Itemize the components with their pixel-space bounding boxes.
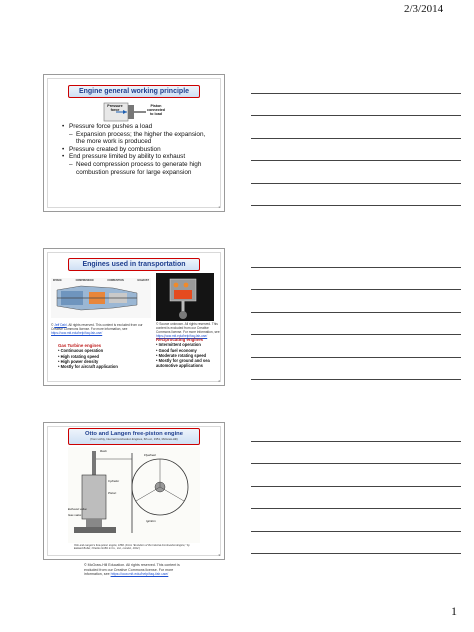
stage-label: COMBUSTION [107,279,124,282]
engine-label: Ignition [146,519,156,523]
item-text: Intermittent operation [158,342,201,348]
left-image-credit [51,323,153,335]
jet-engine-image [51,278,151,318]
note-line [251,160,461,161]
note-line [251,334,461,335]
note-line [251,205,461,206]
note-line [251,115,461,116]
note-line [251,93,461,94]
note-line [251,553,461,554]
engine-label: Exhaust valve [68,507,87,511]
stage-label: INTAKE [53,279,62,282]
fair-use-link[interactable]: https://ocw.mit.edu/help/faq-fair-use/ [110,572,169,577]
slide-2-title: Engines used in transportation [68,258,200,271]
gas-turbine-item: • High power density [58,358,99,364]
slide-3-subtitle: (from Lichty, Internal Combustion Engines, 6th ed., 1951, McGraw-Hill) [90,437,178,442]
slide-3-number: 3 [218,553,220,557]
item-text: High rotating speed [60,353,100,359]
engine-label: Cylinder [108,479,120,483]
reciprocating-heading: Reciprocating engines [156,337,204,342]
stage-label: EXHAUST [137,279,149,282]
engine-drawing [68,447,200,543]
slide-1 [43,74,225,212]
item-text: Good fuel economy [158,347,197,353]
credit-text: © Source unknown. All rights reserved. This content is excluded from our Creative Commons license. For more information, see [156,322,220,334]
credit-text: . All rights reserved. This content is excluded from our Creative Commons license. For more information, see [51,323,143,331]
turbine-stage-labels [53,279,149,282]
piston-diagram [102,102,164,122]
item-text: Moderate rotating speed [158,352,207,358]
reciprocating-item: • Mostly for ground and sea automotive applications [156,358,210,369]
note-line [251,267,461,268]
stage-label: COMPRESSION [75,279,94,282]
reciprocating-item: • Intermittent operation [156,342,201,348]
engine-label: Piston [108,491,117,495]
note-line [251,486,461,487]
page-date: 2/3/2014 [404,3,444,15]
figure-caption: Otto and Langen's free-piston engine, 1866. (From "Evolution of the Internal-Combustion Engine," by Edward Butler, Charles Griffin & Co., Ltd., London, 1912.) [74,544,190,551]
note-line [251,138,461,139]
page-number: 1 [451,604,457,618]
sub-bullet-item: – Expansion process; the higher the expansion, the more work is produced [62,131,212,146]
note-line [251,531,461,532]
note-line [251,312,461,313]
piston-load-label: Piston connected to load [147,104,165,116]
pressure-force-label: Pressure force [107,104,123,112]
bullet-item: • Pressure created by combustion [62,146,212,154]
item-text: Continuous operation [60,348,104,354]
note-line [251,379,461,380]
note-line [251,357,461,358]
credit-author-link[interactable]: Jeff Dahl [54,323,67,327]
engine-label: Gas valve [68,513,82,517]
jet-engine-diagram [51,278,151,318]
sub-bullet-item: – Need compression process to generate high combustion pressure for large expansion [62,161,212,176]
gas-turbine-heading: Gas Turbine engines [58,343,102,348]
slide-2 [43,248,225,386]
slide-3-title: Otto and Langen free-piston engine [85,431,183,438]
note-line [251,463,461,464]
note-line [251,289,461,290]
gas-turbine-list [58,343,150,369]
note-line [251,508,461,509]
slide-3-credit [84,563,188,577]
note-line [251,441,461,442]
bullet-item: • End pressure limited by ability to exhaust [62,153,212,161]
slide-2-number: 2 [218,379,220,383]
slide-1-number: 1 [218,205,220,209]
credit-text: © McGraw-Hill Education. All rights reserved. This content is excluded from our Creative Commons license. For more information, see [84,563,180,577]
slide-1-title: Engine general working principle [68,85,200,98]
reciprocating-item: • Moderate rotating speed [156,352,207,358]
right-image-credit [156,322,220,338]
free-piston-engine-drawing [68,447,200,543]
reciprocating-list [156,337,220,368]
fair-use-link[interactable]: https://ocw.mit.edu/help/faq-fair-use/ [51,331,103,335]
item-text: Mostly for aircraft application [60,364,118,370]
slide-1-bullets [62,123,212,176]
piston-engine-render [156,273,214,321]
fair-use-link[interactable]: https://ocw.mit.edu/help/faq-fair-use/ [156,334,208,338]
engine-label: Flywheel [144,453,156,457]
piston-engine-photo [156,273,214,321]
credit-prefix: © [51,323,55,327]
item-text: High power density [60,358,99,364]
gas-turbine-item: • Continuous operation [58,348,104,354]
engine-label: Rack [100,449,107,453]
gas-turbine-item: • High rotating speed [58,353,100,359]
note-line [251,183,461,184]
item-text: Mostly for ground and sea automotive applications [156,358,210,369]
bullet-item: • Pressure force pushes a load [62,123,212,131]
gas-turbine-item: • Mostly for aircraft application [58,364,118,370]
reciprocating-item: • Good fuel economy [156,347,197,353]
slide-3 [43,422,225,560]
slide-3-title-box [68,428,200,445]
